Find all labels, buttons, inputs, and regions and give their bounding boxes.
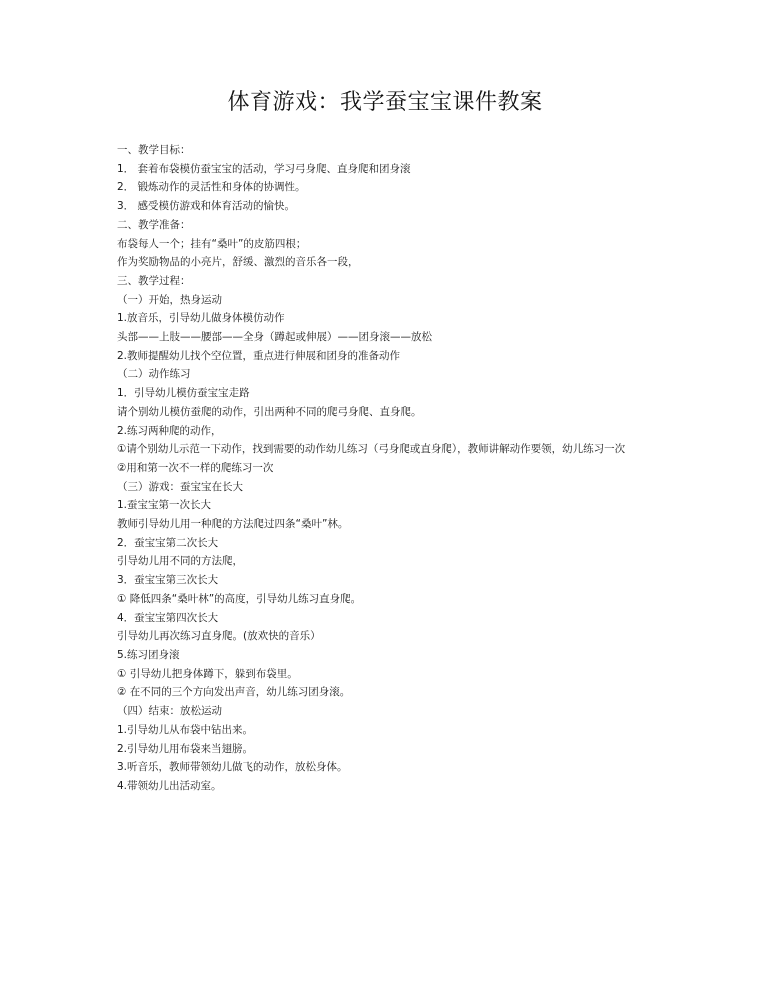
- section-heading-preparation: 二、教学准备：: [117, 218, 191, 231]
- section-heading-objectives: 一、教学目标：: [117, 144, 191, 156]
- process-line: 2．蚕宝宝第二次长大: [117, 536, 219, 549]
- process-line: 1．引导幼儿模仿蚕宝宝走路: [117, 387, 250, 400]
- process-line: 4.带领幼儿出活动室。: [117, 779, 222, 792]
- document-body: [117, 141, 657, 796]
- process-line: 教师引导幼儿用一种爬的方法爬过四条“桑叶”林。: [117, 518, 349, 531]
- process-line: 4．蚕宝宝第四次长大: [117, 611, 219, 624]
- process-line: 3．蚕宝宝第三次长大: [117, 574, 219, 587]
- process-line: 2.练习两种爬的动作，: [117, 424, 222, 437]
- process-line: 1.蚕宝宝第一次长大: [117, 499, 212, 512]
- subsection-heading-cooldown: （四）结束：放松运动: [117, 705, 222, 718]
- section-heading-process: 三、教学过程：: [117, 274, 191, 287]
- process-line: 1.引导幼儿从布袋中钻出来。: [117, 723, 254, 736]
- process-line: ② 在不同的三个方向发出声音，幼儿练习团身滚。: [117, 686, 351, 699]
- process-line: 3.听音乐，教师带领幼儿做飞的动作，放松身体。: [117, 761, 348, 774]
- preparation-line-2: 作为奖励物品的小亮片，舒缓、激烈的音乐各一段，: [117, 256, 359, 269]
- process-line: ②用和第一次不一样的爬练习一次: [117, 461, 274, 474]
- process-line: 2.教师提醒幼儿找个空位置，重点进行伸展和团身的准备动作: [117, 349, 401, 362]
- process-line: 引导幼儿用不同的方法爬，: [117, 555, 243, 568]
- process-line: ① 引导幼儿把身体蹲下，躲到布袋里。: [117, 667, 298, 680]
- process-line: 头部——上肢——腰部——全身（蹲起或伸展）——团身滚——放松: [117, 331, 432, 344]
- process-line: 2.引导幼儿用布袋来当翅膀。: [117, 742, 254, 755]
- document-title: 体育游戏：我学蚕宝宝课件教案: [227, 90, 543, 115]
- process-paragraph: ①请个别幼儿示范一下动作，找到需要的动作幼儿练习（弓身爬或直身爬），教师讲解动作要领，幼儿练习一次: [117, 443, 626, 456]
- preparation-line-1: 布袋每人一个；挂有“桑叶”的皮筋四根；: [117, 237, 307, 250]
- objective-item-3: 3． 感受模仿游戏和体育活动的愉快。: [117, 200, 296, 213]
- process-line: 1.放音乐，引导幼儿做身体模仿动作: [117, 312, 285, 325]
- objective-item-2: 2． 锻炼动作的灵活性和身体的协调性。: [117, 181, 306, 194]
- process-line: 请个别幼儿模仿蚕爬的动作，引出两种不同的爬弓身爬、直身爬。: [117, 405, 422, 418]
- subsection-heading-practice: （二）动作练习: [117, 368, 191, 381]
- objective-item-1: 1． 套着布袋模仿蚕宝宝的活动，学习弓身爬、直身爬和团身滚: [117, 162, 411, 175]
- subsection-heading-game: （三）游戏：蚕宝宝在长大: [117, 480, 243, 493]
- subsection-heading-warmup: （一）开始，热身运动: [117, 293, 222, 306]
- process-line: 5.练习团身滚: [117, 648, 180, 661]
- process-line: 引导幼儿再次练习直身爬。(放欢快的音乐）: [117, 630, 321, 643]
- process-line: ① 降低四条“桑叶林”的高度，引导幼儿练习直身爬。: [117, 592, 362, 605]
